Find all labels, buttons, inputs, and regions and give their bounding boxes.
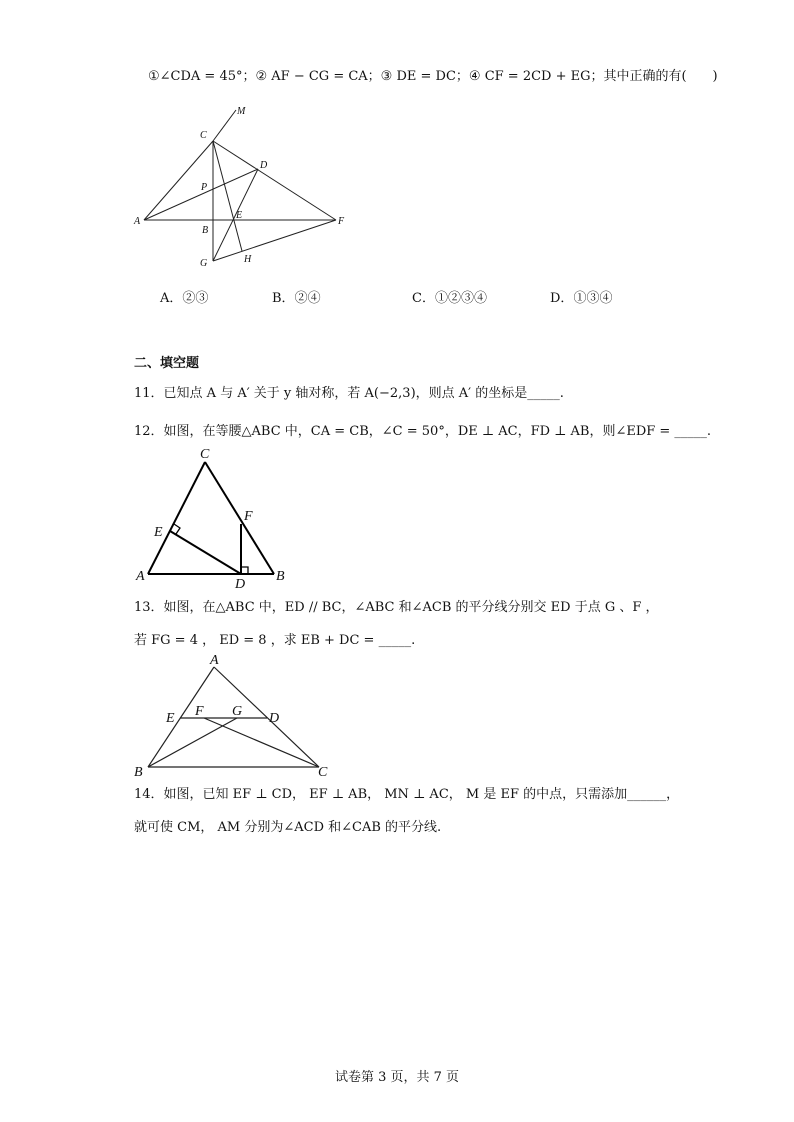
- q13-label-g: G: [232, 704, 243, 719]
- q12-side-ca: [148, 462, 205, 574]
- q10-option-b[interactable]: [272, 287, 321, 306]
- q13-bisector-cf: [204, 718, 319, 767]
- q12-figure: [134, 444, 304, 592]
- q10-label-f: F: [338, 216, 345, 227]
- q13-side-ab: [148, 667, 214, 767]
- q12-label-d: D: [235, 577, 246, 592]
- q12-label-b: B: [276, 569, 285, 584]
- q10-option-a[interactable]: [160, 287, 208, 306]
- q12-seg-ed: [170, 531, 241, 574]
- q12-label-c: C: [200, 447, 210, 462]
- q10-option-d-text: ①③④: [573, 291, 613, 306]
- q13-figure: [134, 652, 334, 780]
- q10-label-d: D: [260, 160, 268, 171]
- q13-label-e: E: [166, 711, 175, 726]
- q13-line2: 若 FG = 4 ， ED = 8 ，求 EB + DC = _____.: [134, 633, 416, 648]
- q10-option-d-letter: D．: [550, 291, 574, 306]
- q12-label-e: E: [154, 525, 163, 540]
- q10-statement: ①∠CDA = 45°；② AF − CG = CA；③ DE = DC；④ CF = 2CD + EG；其中正确的有( ): [148, 69, 718, 84]
- q14-line2: 就可使 CM， AM 分别为∠ACD 和∠CAB 的平分线.: [134, 820, 442, 835]
- q10-label-a: A: [134, 216, 141, 227]
- q10-label-p: P: [201, 182, 208, 193]
- q13-label-d: D: [269, 711, 280, 726]
- page-footer: 试卷第 3 页，共 7 页: [334, 1070, 460, 1085]
- q10-label-b: B: [202, 225, 209, 236]
- q10-option-c-text: ①②③④: [434, 291, 487, 306]
- q10-option-a-letter: A．: [160, 291, 183, 306]
- q10-label-c: C: [200, 130, 207, 141]
- q10-seg-ca: [144, 141, 213, 220]
- q10-label-g: G: [200, 258, 208, 269]
- q13-line1: 13．如图，在△ABC 中，ED // BC，∠ABC 和∠ACB 的平分线分别交 ED 于点 G 、F ，: [134, 600, 659, 615]
- q10-label-e: E: [236, 210, 243, 221]
- q10-label-h: H: [244, 254, 252, 265]
- q13-label-b: B: [134, 765, 143, 780]
- q13-label-c: C: [318, 765, 328, 780]
- q10-option-a-text: ②③: [182, 291, 209, 306]
- q13-label-a: A: [210, 653, 219, 668]
- q12-text: 12．如图，在等腰△ABC 中，CA = CB，∠C = 50°，DE ⊥ AC，FD ⊥ AB，则∠EDF = _____.: [134, 424, 712, 439]
- q12-label-a: A: [136, 569, 145, 584]
- q10-option-c-letter: C．: [412, 291, 435, 306]
- q12-label-f: F: [244, 509, 253, 524]
- q10-option-b-text: ②④: [294, 291, 321, 306]
- q10-seg-ch: [213, 141, 242, 251]
- q10-option-c[interactable]: [412, 287, 487, 306]
- q10-option-d[interactable]: [550, 287, 612, 306]
- q10-seg-gf: [213, 220, 336, 261]
- q12-right-angle-d: [241, 567, 248, 574]
- section-title: 二、填空题: [134, 356, 200, 371]
- q12-right-angle-e: [174, 524, 180, 534]
- q11-text: 11．已知点 A 与 A′ 关于 y 轴对称，若 A(−2,3)，则点 A′ 的坐标是_____.: [134, 386, 564, 401]
- q12-side-cb: [205, 462, 274, 574]
- q10-option-b-letter: B．: [272, 291, 295, 306]
- q13-bisector-bg: [148, 718, 237, 767]
- q10-figure: [130, 100, 370, 270]
- q10-ray-cm: [213, 110, 236, 141]
- q10-label-m: M: [237, 106, 246, 117]
- q13-side-ac: [214, 667, 319, 767]
- q13-label-f: F: [195, 704, 204, 719]
- q14-line1: 14．如图，已知 EF ⊥ CD， EF ⊥ AB， MN ⊥ AC， M 是 EF 的中点，只需添加______，: [134, 787, 680, 802]
